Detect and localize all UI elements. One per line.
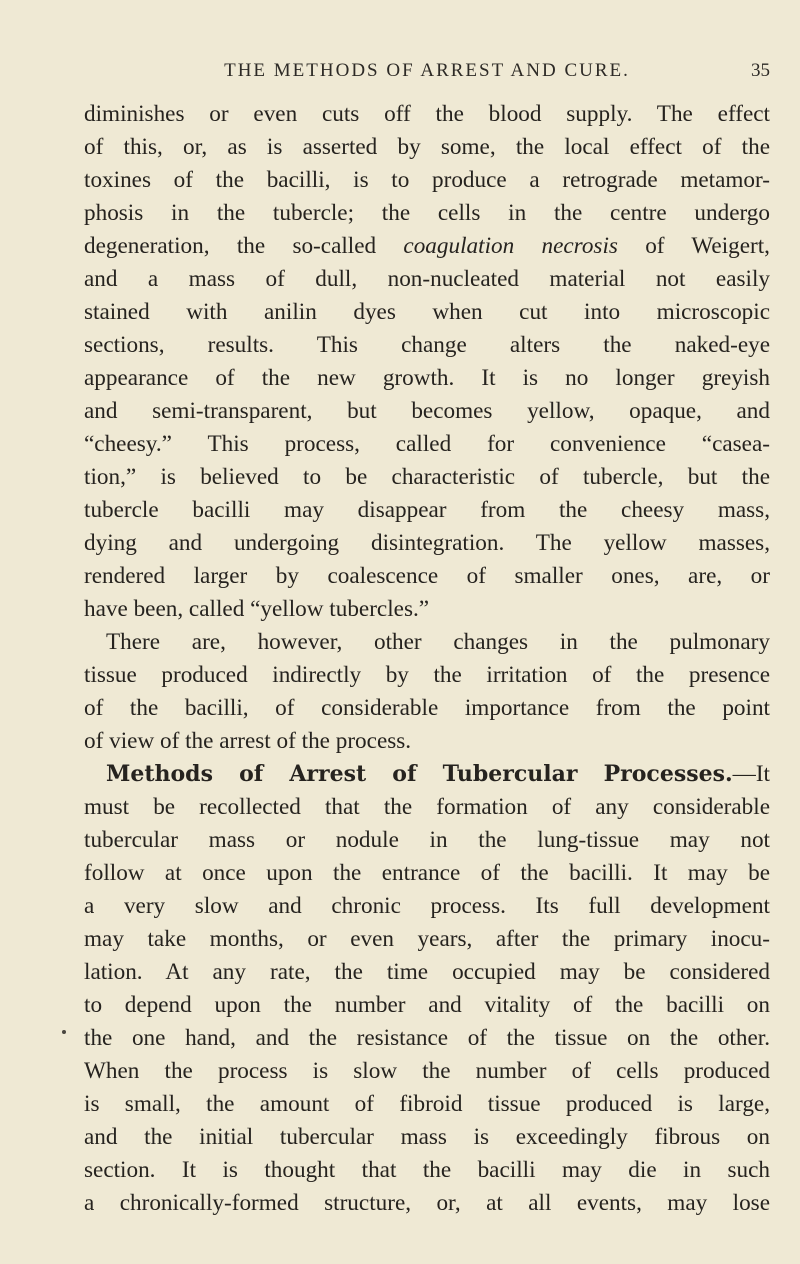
text-line: of view of the arrest of the process. (84, 728, 412, 754)
text-line: of this, or, as is asserted by some, the local effect of the (84, 134, 770, 160)
text-line: toxines of the bacilli, is to produce a retrograde metamor- (84, 167, 770, 193)
section-heading: Methods of Arrest of Tubercular Processes. (106, 761, 733, 787)
page-number: 35 (751, 60, 770, 81)
text-line: section. It is thought that the bacilli may die in such (84, 1157, 770, 1183)
text-line: a chronically-formed structure, or, at all events, may lose (84, 1190, 770, 1216)
text-line: and a mass of dull, non-nucleated material not easily (84, 266, 770, 292)
text-line: stained with anilin dyes when cut into microscopic (84, 299, 770, 325)
text-line: rendered larger by coalescence of smaller ones, are, or (84, 563, 770, 589)
text-line: There are, however, other changes in the pulmonary (106, 629, 770, 655)
text-line (84, 230, 770, 263)
margin-mark (62, 1030, 66, 1034)
text-line: phosis in the tubercle; the cells in the centre undergo (84, 200, 770, 226)
text-line: may take months, or even years, after the primary inocu- (84, 926, 770, 952)
text-line (84, 758, 770, 791)
text-line: to depend upon the number and vitality of the bacilli on (84, 992, 770, 1018)
text-span: —It (732, 761, 770, 787)
text-line: sections, results. This change alters the naked-eye (84, 332, 770, 358)
running-title: THE METHODS OF ARREST AND CURE. (224, 60, 630, 81)
running-head (84, 60, 770, 84)
text-span: degeneration, the so-called (84, 233, 404, 259)
text-line: of the bacilli, of considerable importance from the point (84, 695, 770, 721)
text-line: dying and undergoing disintegration. The yellow masses, (84, 530, 770, 556)
text-line: a very slow and chronic process. Its full development (84, 893, 770, 919)
text-span: of Weigert, (617, 233, 770, 259)
text-line: the one hand, and the resistance of the tissue on the other. (84, 1025, 770, 1051)
text-line: appearance of the new growth. It is no longer greyish (84, 365, 770, 391)
text-line: tissue produced indirectly by the irritation of the presence (84, 662, 770, 688)
text-line: have been, called “yellow tubercles.” (84, 596, 430, 622)
text-line: lation. At any rate, the time occupied may be considered (84, 959, 770, 985)
text-line: and semi-transparent, but becomes yellow, opaque, and (84, 398, 770, 424)
text-line: must be recollected that the formation of any considerable (84, 794, 770, 820)
text-line: tubercular mass or nodule in the lung-tissue may not (84, 827, 770, 853)
text-line: diminishes or even cuts off the blood supply. The effect (84, 101, 770, 127)
italic-term: coagulation necrosis (403, 233, 618, 259)
text-line: When the process is slow the number of cells produced (84, 1058, 770, 1084)
text-line: tubercle bacilli may disappear from the cheesy mass, (84, 497, 770, 523)
text-line: and the initial tubercular mass is exceedingly fibrous on (84, 1124, 770, 1150)
text-line: “cheesy.” This process, called for convenience “casea- (84, 431, 770, 457)
text-line: is small, the amount of fibroid tissue produced is large, (84, 1091, 770, 1117)
text-line: tion,” is believed to be characteristic of tubercle, but the (84, 464, 770, 490)
body-text (84, 98, 770, 1220)
text-line: follow at once upon the entrance of the bacilli. It may be (84, 860, 770, 886)
